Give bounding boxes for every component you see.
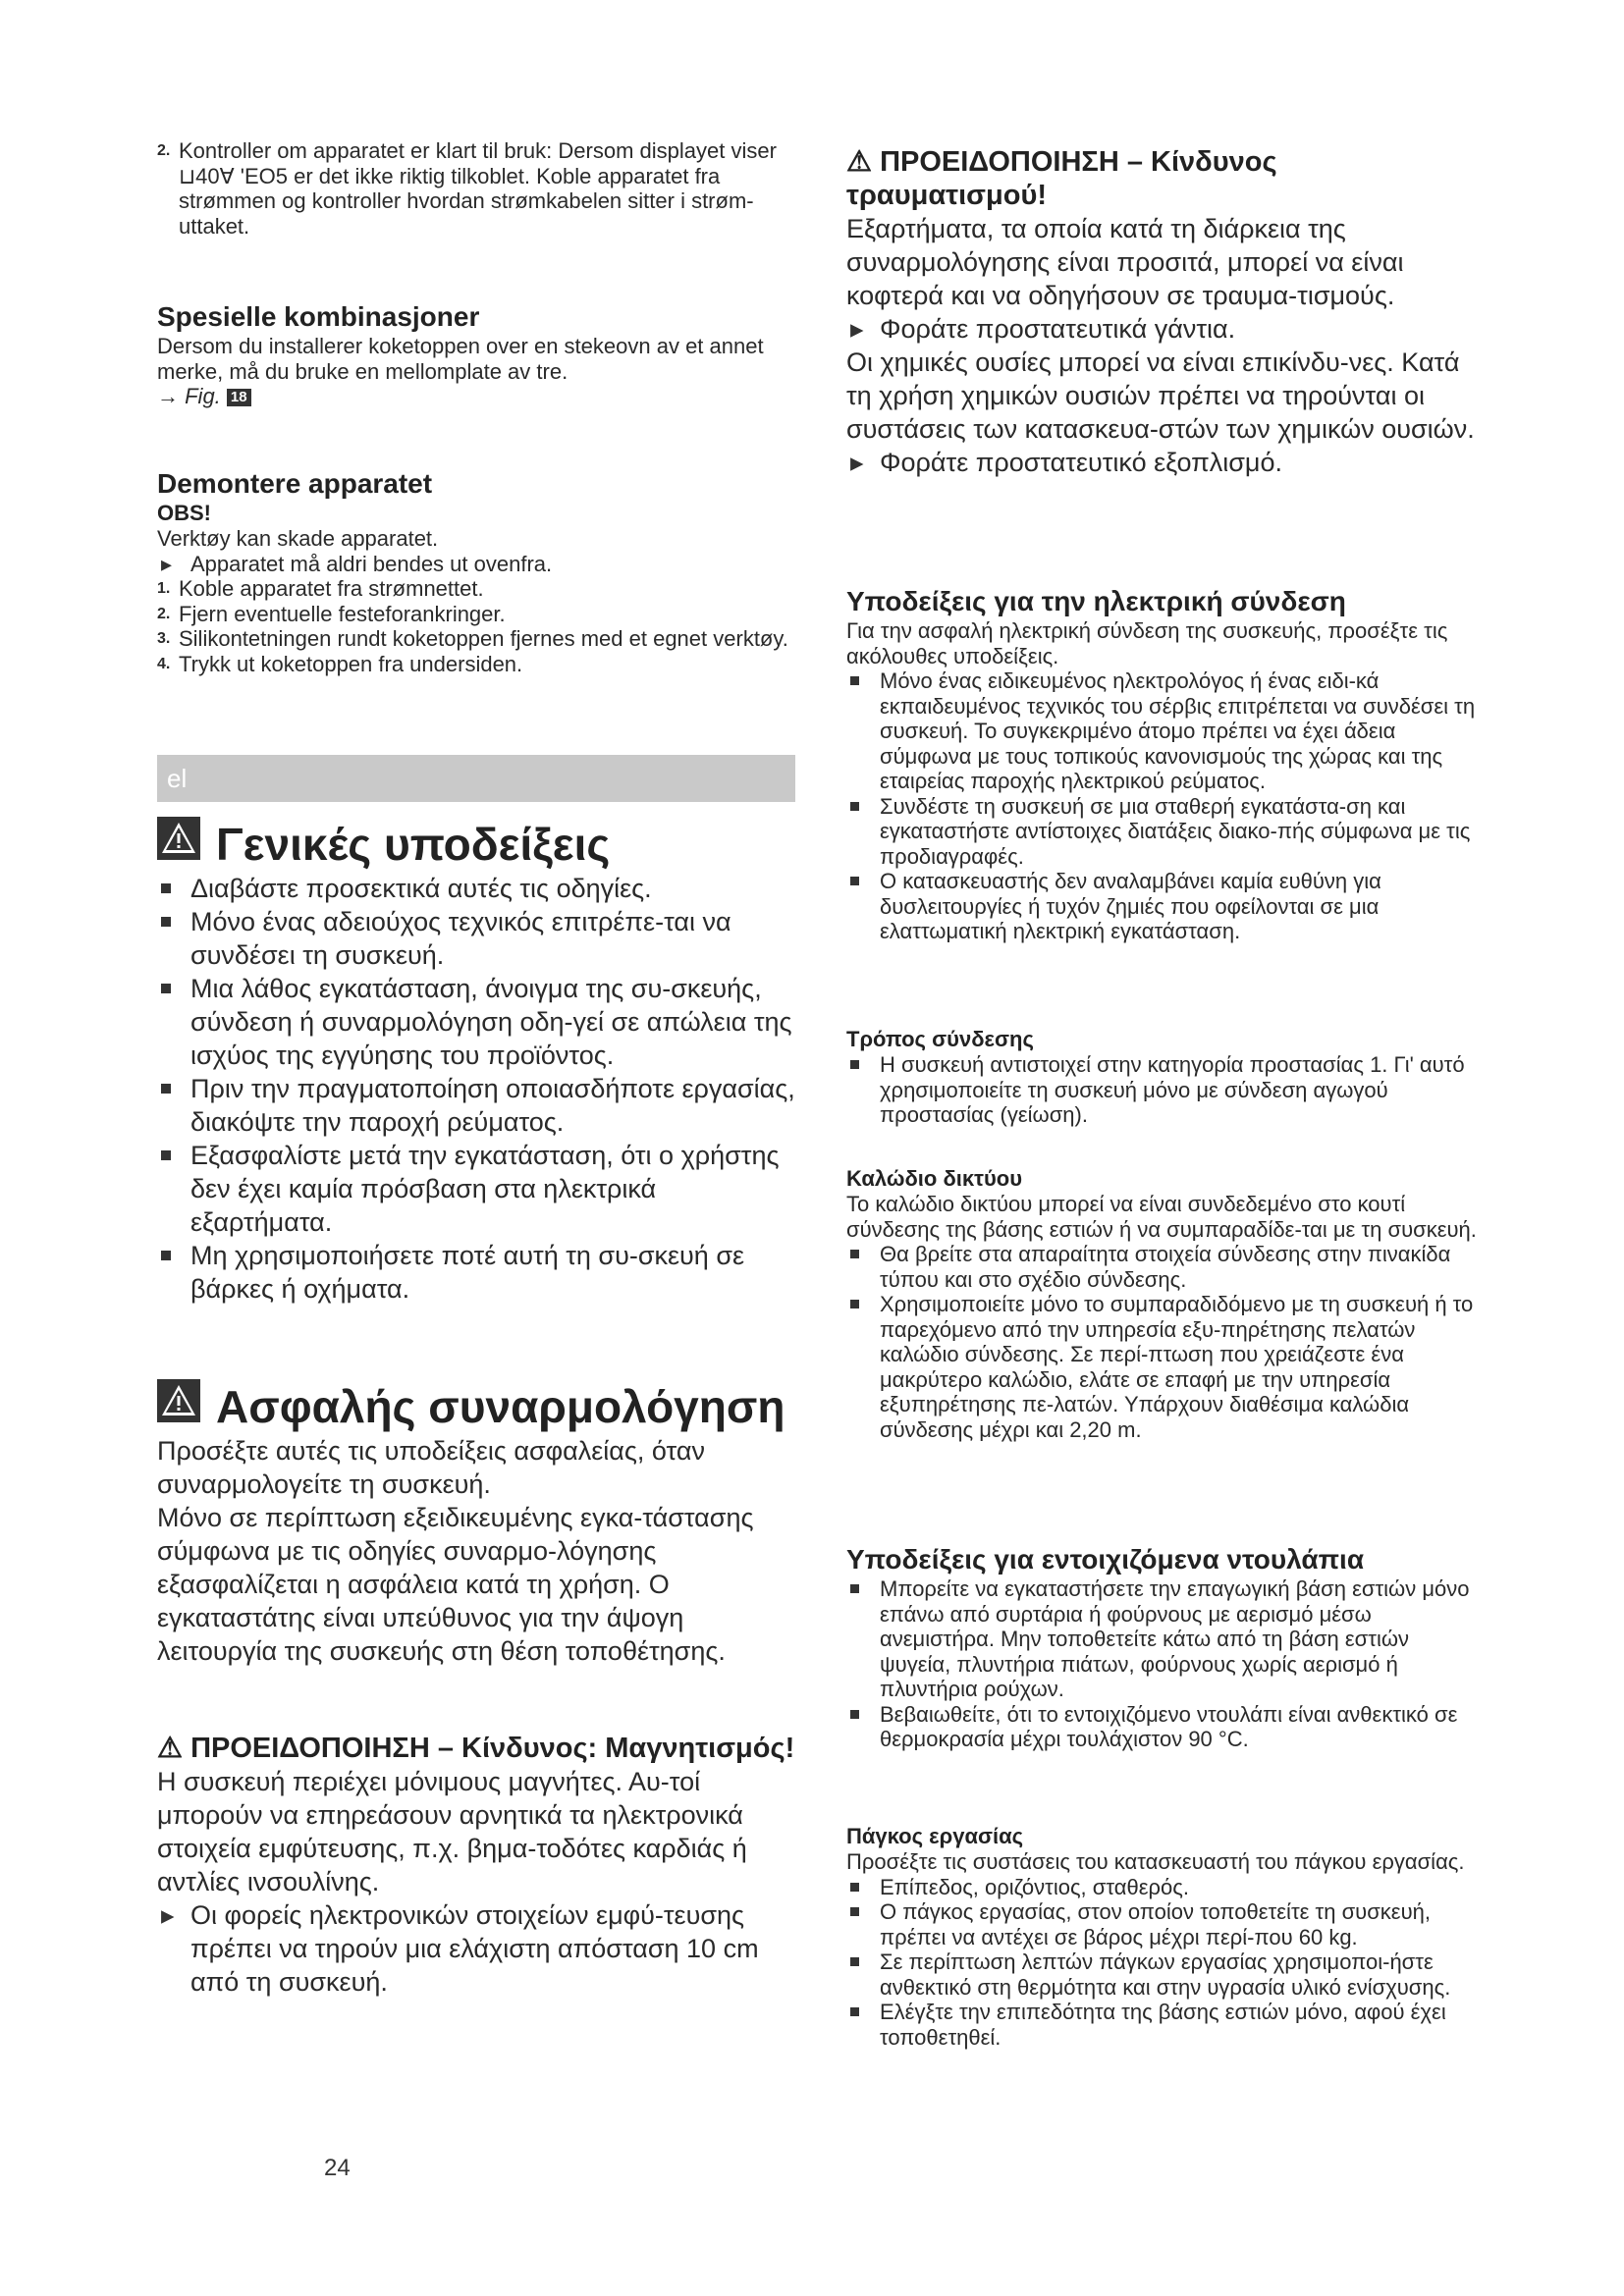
cable-list xyxy=(846,1242,1485,1442)
worktop-section xyxy=(846,1824,1485,2050)
section-title: Υποδείξεις για εντοιχιζόμενα ντουλάπια xyxy=(846,1544,1365,1575)
step-text: Silikontetningen rundt koketoppen fjernes med et egnet verktøy. xyxy=(179,626,788,651)
warning-list xyxy=(157,1898,795,1999)
list-item: Η συσκευή αντιστοιχεί στην κατηγορία προστασίας 1. Γι' αυτό χρησιμοποιείτε τη συσκευή μόνο με σύνδεση αγωγού προστασίας (γείωση). xyxy=(846,1052,1485,1128)
list-item xyxy=(157,652,795,677)
section-intro: Για την ασφαλή ηλεκτρική σύνδεση της συσκευής, προσέξτε τις ακόλουθες υποδείξεις. xyxy=(846,618,1448,668)
fig-reference xyxy=(157,384,795,409)
list-item: ▸ Οι φορείς ηλεκτρονικών στοιχείων εμφύ-τευσης πρέπει να τηρούν μια ελάχιστη απόσταση 10 cm από τη συσκευή. xyxy=(157,1898,795,1999)
fig-number: 18 xyxy=(227,389,251,406)
section-title xyxy=(157,1379,795,1434)
spesielle-section xyxy=(157,300,795,409)
list-item: Μόνο ένας αδειούχος τεχνικός επιτρέπε-ται να συνδέσει τη συσκευή. xyxy=(157,905,795,972)
step-number: 1. xyxy=(157,580,171,597)
step-text: Trykk ut koketoppen fra undersiden. xyxy=(179,651,523,676)
language-bar: el xyxy=(157,755,795,802)
list-item: ▸ Apparatet må aldri bendes ut ovenfra. xyxy=(157,552,795,577)
list-item: Ο κατασκευαστής δεν αναλαμβάνει καμία ευθύνη για δυσλειτουργίες ή τυχόν ζημιές που οφείλονται σε μια ελαττωματική ηλεκτρική εγκατάσταση. xyxy=(846,869,1485,944)
section-title xyxy=(157,817,795,872)
step-number: 3. xyxy=(157,630,171,647)
warning-injury xyxy=(846,145,1485,479)
connection-list xyxy=(846,1052,1485,1128)
warning-title-text: ΠΡΟΕΙΔΟΠΟΙΗΣΗ – Κίνδυνος τραυματισμού! xyxy=(846,146,1277,211)
general-list xyxy=(157,872,795,1306)
section-title: Τρόπος σύνδεσης xyxy=(846,1027,1034,1051)
step-text: Fjern eventuelle festeforankringer. xyxy=(179,601,506,626)
builtin-section xyxy=(846,1543,1485,1752)
step-number: 2. xyxy=(157,605,171,622)
safe-p2: Μόνο σε περίπτωση εξειδικευμένης εγκα-τάστασης σύμφωνα με τις οδηγίες συναρμο-λόγησης εξασφαλίζεται η ασφάλεια κατά τη χρήση. Ο εγκαταστάτης είναι υπεύθυνος για την άψογη λειτουργία της συσκευής στη θέση τοποθέτησης. xyxy=(157,1503,754,1666)
list-item: Βεβαιωθείτε, ότι το εντοιχιζόμενο ντουλάπι είναι ανθεκτικό σε θερμοκρασία μέχρι τουλάχιστον 90 °C. xyxy=(846,1702,1485,1752)
step-number: 4. xyxy=(157,655,171,672)
general-section xyxy=(157,817,795,1306)
list-item: Ελέγξτε την επιπεδότητα της βάσης εστιών μόνο, αφού έχει τοποθετηθεί. xyxy=(846,2000,1485,2050)
obs-label: OBS! xyxy=(157,501,211,525)
list-item: Μη χρησιμοποιήσετε ποτέ αυτή τη συ-σκευή σε βάρκες ή οχήματα. xyxy=(157,1239,795,1306)
section-intro: Προσέξτε τις συστάσεις του κατασκευαστή του πάγκου εργασίας. xyxy=(846,1849,1465,1874)
fig-label: → Fig. xyxy=(157,384,221,408)
step-number: 2. xyxy=(157,142,171,159)
demontere-section xyxy=(157,467,795,676)
builtin-list xyxy=(846,1576,1485,1752)
warning-title-text: ΠΡΟΕΙΔΟΠΟΙΗΣΗ – Κίνδυνος: Μαγνητισμός! xyxy=(190,1733,795,1764)
warning-title xyxy=(846,145,1485,212)
list-item: Πριν την πραγματοποίηση οποιασδήποτε εργασίας, διακόψτε την παροχή ρεύματος. xyxy=(157,1072,795,1139)
warning-text: Εξαρτήματα, τα οποία κατά τη διάρκεια της συναρμολόγησης είναι προσιτά, μπορεί να είναι κοφτερά και να οδηγήσουν σε τραυμα-τισμούς. xyxy=(846,214,1404,310)
section-title-text: Γενικές υποδείξεις xyxy=(216,819,611,870)
connection-section xyxy=(846,1027,1485,1128)
list-item: Ο πάγκος εργασίας, στον οποίον τοποθετείτε τη συσκευή, πρέπει να αντέχει σε βάρος μέχρι περί-που 60 kg. xyxy=(846,1899,1485,1949)
step-text: Kontroller om apparatet er klart til bruk: Dersom displayet viser ⊔40Ɐ ʹEO5 er det ikke riktig tilkoblet. Koble apparatet fra strømmen og kontroller hvordan strømkabelen sitter i strøm-uttaket. xyxy=(179,138,777,239)
check-step xyxy=(157,138,795,239)
section-title: Πάγκος εργασίας xyxy=(846,1824,1024,1848)
list-item: Μια λάθος εγκατάσταση, άνοιγμα της συ-σκευής, σύνδεση ή συναρμολόγηση οδη-γεί σε απώλεια της ισχύος της εγγύησης του προϊόντος. xyxy=(157,972,795,1072)
warning-triangle-icon xyxy=(157,817,200,872)
warning-triangle-icon: ⚠ xyxy=(846,146,872,178)
cable-section xyxy=(846,1166,1485,1442)
section-intro: Το καλώδιο δικτύου μπορεί να είναι συνδεδεμένο στο κουτί σύνδεσης της βάσης εστιών ή να συμπαραδίδε-ται με τη συσκευή. xyxy=(846,1192,1477,1242)
worktop-list xyxy=(846,1875,1485,2051)
list-item: Χρησιμοποιείτε μόνο το συμπαραδιδόμενο με τη συσκευή ή το παρεχόμενο από την υπηρεσία εξυ-πηρέτησης πελατών καλώδιο σύνδεσης. Σε περί-πτωση που χρειάζεστε ένα μακρύτερο καλώδιο, ελάτε σε επαφή με την υπηρεσία εξυπηρέτησης πε-λατών. Υπάρχουν διαθέσιμα καλώδια σύνδεσης μέχρι και 2,20 m. xyxy=(846,1292,1485,1442)
obs-list xyxy=(157,552,795,577)
list-item xyxy=(157,138,795,239)
electrical-list xyxy=(846,668,1485,944)
list-item: Επίπεδος, οριζόντιος, σταθερός. xyxy=(846,1875,1485,1900)
list-item: Εξασφαλίστε μετά την εγκατάσταση, ότι ο χρήστης δεν έχει καμία πρόσβαση στα ηλεκτρικά εξαρτήματα. xyxy=(157,1139,795,1239)
section-title: Υποδείξεις για την ηλεκτρική σύνδεση xyxy=(846,586,1346,616)
warning-triangle-icon xyxy=(157,1379,200,1434)
page-number: 24 xyxy=(324,2155,351,2181)
list-item: Διαβάστε προσεκτικά αυτές τις οδηγίες. xyxy=(157,872,795,905)
list-item: ▸ Φοράτε προστατευτικά γάντια. xyxy=(846,312,1485,346)
warning-triangle-icon: ⚠ xyxy=(157,1733,183,1764)
safe-p1: Προσέξτε αυτές τις υποδείξεις ασφαλείας, όταν συναρμολογείτε τη συσκευή. xyxy=(157,1436,705,1499)
warning-text: Η συσκευή περιέχει μόνιμους μαγνήτες. Αυ-τοί μπορούν να επηρεάσουν αρνητικά τα ηλεκτρονικά στοιχεία εμφύτευσης, π.χ. βημα-τοδότες καρδιάς ή αντλίες ινσουλίνης. xyxy=(157,1767,747,1896)
warning-magnet xyxy=(157,1732,795,1999)
list-item: ▸ Φοράτε προστατευτικό εξοπλισμό. xyxy=(846,446,1485,479)
warning-title xyxy=(157,1732,795,1765)
section-text: Dersom du installerer koketoppen over en stekeovn av et annet merke, må du bruke en mellomplate av tre. xyxy=(157,334,764,384)
electrical-section xyxy=(846,585,1485,944)
safe-assembly-section xyxy=(157,1379,795,1668)
list-item xyxy=(157,576,795,602)
warning-list-2 xyxy=(846,446,1485,479)
section-title: Spesielle kombinasjoner xyxy=(157,301,480,332)
list-item xyxy=(157,626,795,652)
section-title: Καλώδιο δικτύου xyxy=(846,1166,1023,1191)
list-item: Θα βρείτε στα απαραίτητα στοιχεία σύνδεσης στην πινακίδα τύπου και στο σχέδιο σύνδεσης. xyxy=(846,1242,1485,1292)
list-item: Μόνο ένας ειδικευμένος ηλεκτρολόγος ή ένας ειδι-κά εκπαιδευμένος τεχνικός του σέρβις επιτρέπεται να συνδέσει τη συσκευή. Το συγκεκριμένο άτομο πρέπει να έχει άδεια σύμφωνα με τους τοπικούς κανονισμούς της χώρας και της εταιρείας παροχής ηλεκτρικού ρεύματος. xyxy=(846,668,1485,794)
list-item: Μπορείτε να εγκαταστήσετε την επαγωγική βάση εστιών μόνο επάνω από συρτάρια ή φούρνους με αερισμό μέσω ανεμιστήρα. Μην τοποθετείτε κάτω από τη βάση εστιών ψυγεία, πλυντήρια πιάτων, φούρνους χωρίς αερισμό ή πλυντήρια ρούχων. xyxy=(846,1576,1485,1702)
demontere-steps xyxy=(157,576,795,676)
list-item xyxy=(157,602,795,627)
obs-text: Verktøy kan skade apparatet. xyxy=(157,526,439,551)
warning-list xyxy=(846,312,1485,346)
step-text: Koble apparatet fra strømnettet. xyxy=(179,576,484,601)
section-title-text: Ασφαλής συναρμολόγηση xyxy=(216,1381,785,1432)
warning-text-2: Οι χημικές ουσίες μπορεί να είναι επικίνδυ-νες. Κατά τη χρήση χημικών ουσιών πρέπει να τηρούνται οι συστάσεις των κατασκευα-στών των χημικών ουσιών. xyxy=(846,347,1475,444)
list-item: Συνδέστε τη συσκευή σε μια σταθερή εγκατάστα-ση και εγκαταστήστε αντίστοιχες διατάξεις διακο-πής σύμφωνα με τις προδιαγραφές. xyxy=(846,794,1485,870)
list-item: Σε περίπτωση λεπτών πάγκων εργασίας χρησιμοποι-ήστε ανθεκτικό στη θερμότητα και στην υγρασία υλικό ενίσχυσης. xyxy=(846,1949,1485,2000)
section-title: Demontere apparatet xyxy=(157,468,433,499)
